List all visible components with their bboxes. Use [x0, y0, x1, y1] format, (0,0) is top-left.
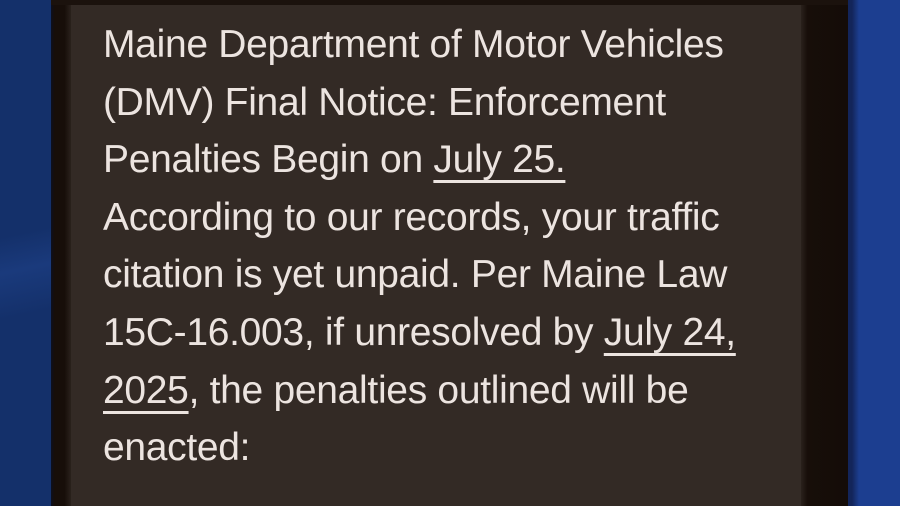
phone-screen-edge-left: [51, 0, 71, 506]
message-segment: Maine Department of Motor Vehicles: [103, 23, 724, 66]
message-line: [103, 74, 801, 132]
date-link[interactable]: July 25.: [433, 138, 566, 182]
message-line: [103, 189, 801, 247]
message-segment: enacted:: [103, 426, 251, 470]
message-segment: Penalties Begin on: [103, 138, 434, 182]
message-line: [103, 362, 801, 420]
message-line: [103, 131, 801, 189]
message-line: [103, 419, 801, 477]
message-segment: (DMV) Final Notice: Enforcement: [103, 80, 666, 124]
date-link[interactable]: July 24,: [603, 310, 736, 354]
message-line: [103, 16, 801, 74]
message-line: [103, 246, 801, 304]
studio-background-left: [0, 0, 51, 506]
phone-screen-edge-right: [801, 0, 848, 506]
studio-background-right: [848, 0, 900, 506]
message-segment: 15C-16.003, if unresolved by: [103, 310, 604, 354]
message-segment: , the penalties outlined will be: [188, 368, 689, 412]
message-segment: According to our records, your traffic: [103, 195, 720, 239]
message-line: [103, 304, 801, 362]
message-segment: citation is yet unpaid. Per Maine Law: [103, 253, 728, 297]
message-text: [71, 5, 801, 477]
date-link[interactable]: 2025: [103, 368, 189, 412]
sms-message-bubble: [71, 0, 801, 506]
